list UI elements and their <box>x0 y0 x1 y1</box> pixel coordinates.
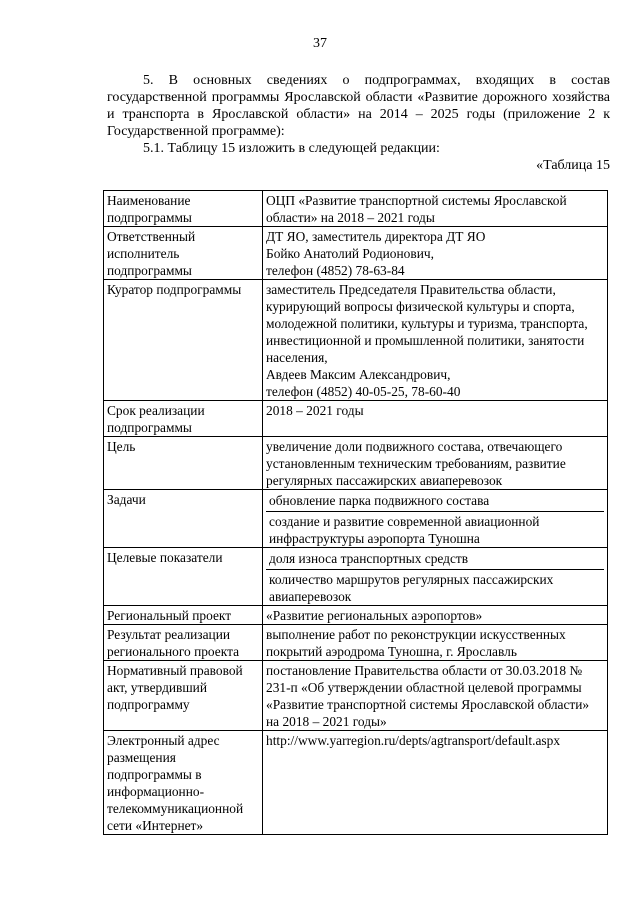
row-value <box>263 548 608 606</box>
paragraph-table-instruction: 5.1. Таблицу 15 изложить в следующей редакции: <box>143 141 440 156</box>
value-line: обновление парка подвижного состава <box>269 493 490 508</box>
paragraph-intro: 5. В основных сведениях о подпрограммах, входящих в состав государственной программы Ярославской области «Развитие дорожного хозяйства и транспорта в Ярославской области» на 2014 – 2025 годы (приложение 2 к Государственной программе): <box>107 73 610 139</box>
table-row <box>104 731 608 835</box>
row-value: увеличение доли подвижного состава, отвечающего установленным техническим требованиям, развитие регулярных пассажирских авиаперевозок <box>263 437 608 490</box>
row-label: Наименование подпрограммы <box>104 191 263 227</box>
table-row <box>104 490 608 548</box>
row-label: Целевые показатели <box>104 548 263 606</box>
row-value <box>263 227 608 280</box>
value-line: Бойко Анатолий Родионович, <box>266 246 434 261</box>
table-row <box>104 191 608 227</box>
table-row <box>104 437 608 490</box>
row-value: постановление Правительства области от 30.03.2018 № 231-п «Об утверждении областной целевой программы «Развитие транспортной системы Ярославской области» на 2018 – 2021 годы» <box>263 661 608 731</box>
row-label: Ответственный исполнитель подпрограммы <box>104 227 263 280</box>
value-line: ДТ ЯО, заместитель директора ДТ ЯО <box>266 229 486 244</box>
table-row <box>104 280 608 401</box>
row-label: Цель <box>104 437 263 490</box>
value-line: создание и развитие современной авиационной инфраструктуры аэропорта Туношна <box>266 511 604 547</box>
row-value: 2018 – 2021 годы <box>263 401 608 437</box>
value-line: Авдеев Максим Александрович, <box>266 367 451 382</box>
value-line: телефон (4852) 40-05-25, 78-60-40 <box>266 384 461 399</box>
table-row <box>104 548 608 606</box>
value-line: заместитель Председателя Правительства области, курирующий вопросы физической культуры и спорта, молодежной политики, культуры и туризма, транспорта, инвестиционной и промышленной политики, занятости населения, <box>266 282 588 365</box>
row-value: «Развитие региональных аэропортов» <box>263 606 608 625</box>
subprogram-info-table <box>103 190 608 835</box>
row-label: Куратор подпрограммы <box>104 280 263 401</box>
row-value <box>263 490 608 548</box>
table-row <box>104 606 608 625</box>
table-row <box>104 227 608 280</box>
row-value: выполнение работ по реконструкции искусственных покрытий аэродрома Туношна, г. Ярославль <box>263 625 608 661</box>
row-label: Региональный проект <box>104 606 263 625</box>
row-value: ОЦП «Развитие транспортной системы Ярославской области» на 2018 – 2021 годы <box>263 191 608 227</box>
row-label: Результат реализации регионального проекта <box>104 625 263 661</box>
row-label: Электронный адрес размещения подпрограммы в информационно-телекоммуникационной сети «Интернет» <box>104 731 263 835</box>
row-label: Нормативный правовой акт, утвердивший подпрограмму <box>104 661 263 731</box>
row-value <box>263 280 608 401</box>
table-caption: «Таблица 15 <box>536 158 610 173</box>
row-label: Задачи <box>104 490 263 548</box>
row-label: Срок реализации подпрограммы <box>104 401 263 437</box>
value-line: количество маршрутов регулярных пассажирских авиаперевозок <box>266 569 604 605</box>
table-row <box>104 401 608 437</box>
value-line: доля износа транспортных средств <box>269 551 469 566</box>
table-row <box>104 625 608 661</box>
row-value-link: http://www.yarregion.ru/depts/agtransport/default.aspx <box>263 731 608 835</box>
table-row <box>104 661 608 731</box>
page-number: 37 <box>313 36 327 51</box>
value-line: телефон (4852) 78-63-84 <box>266 263 405 278</box>
